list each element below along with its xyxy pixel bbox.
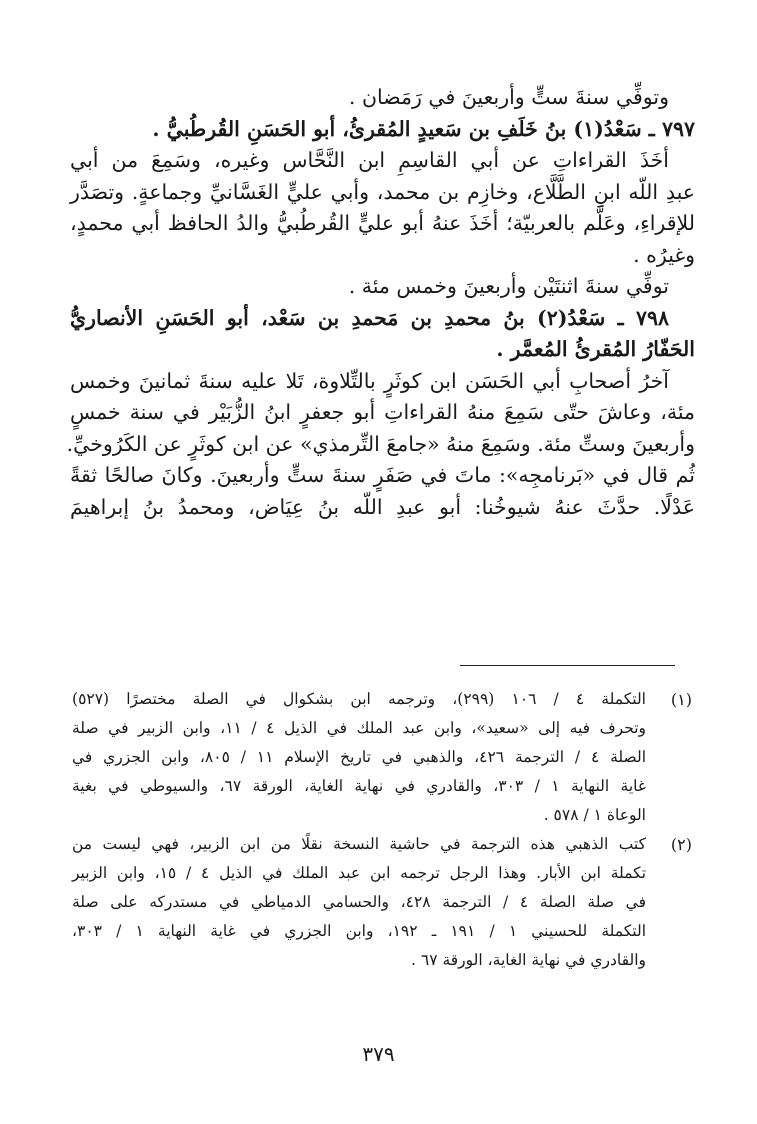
footnote-divider xyxy=(460,665,675,666)
footnote-line: التكملة ٤ / ١٠٦ (٢٩٩)، وترجمه ابن بشكوال في الصلة مختصرًا (٥٢٧) xyxy=(72,690,646,708)
footnote-line: الصلة ٤ / الترجمة ٤٢٦، والذهبي في تاريخ الإسلام ١١ / ٨٠٥، وابن الجزري في xyxy=(72,748,647,766)
text-line: آخرُ أصحابِ أبي الحَسَن ابن كوثَرٍ بالتِّلاوة، تَلا عليه سنةَ ثمانينَ وخمس xyxy=(70,368,669,393)
footnote-line: التكملة للحسيني ١ / ١٩١ ـ ١٩٢، وابن الجزري في غاية النهاية ١ / ٣٠٣، xyxy=(72,922,647,940)
footnote-line: وتحرف فيه إلى «سعيد»، وابن عبد الملك في الذيل ٤ / ١١، وابن الزبير في صلة xyxy=(72,719,647,737)
footnote-marker: (٢) xyxy=(670,835,692,854)
footnote-line: في صلة الصلة ٤ / الترجمة ٤٢٨، والحسامي الدمياطي في مستدركه على صلة xyxy=(72,893,647,911)
text-line: عَدْلًا. حدَّثَ عنهُ شيوخُنا: أبو عبدِ اللّه بنُ عِيَاض، ومحمدُ بنُ إبراهيمَ xyxy=(70,494,695,519)
entry-heading-798: ٧٩٨ ـ سَعْدُ(٢) بنُ محمدِ بن مَحمدِ بن سَعْد، أبو الحَسَنِ الأنصاريُّ xyxy=(70,305,669,330)
footnote-line: غاية النهاية ١ / ٣٠٣، والقادري في نهاية الغاية، الورقة ٦٧، والسيوطي في بغية xyxy=(72,777,646,795)
footnote-2 xyxy=(72,830,692,975)
footnote-line: والقادري في نهاية الغاية، الورقة ٦٧ . xyxy=(411,951,646,969)
text-line: للإقراءِ، وعَلَّم بالعربيّة؛ أخَذَ عنهُ أبو عليٍّ القُرطُبيُّ والدُ الحافظ أبي محمدٍ، xyxy=(70,211,695,235)
footnotes xyxy=(72,685,692,975)
text-line: مئة، وعاشَ حتّى سَمِعَ منهُ القراءاتِ أبو جعفرٍ ابنُ الزُّبَيْر في سنة خمسٍ xyxy=(70,400,695,424)
text-line: وتوفِّي سنةَ ستٍّ وأربعينَ في رَمَضان . xyxy=(348,85,669,109)
footnote-marker: (١) xyxy=(670,690,692,709)
entry-heading-798-cont: الحَفّارُ المُقرئُ المُعمَّر . xyxy=(496,337,695,361)
text-line: وغيرُه . xyxy=(633,242,695,267)
text-line: أخَذَ القراءاتِ عن أبي القاسِمِ ابن النَّحَّاس وغيره، وسَمِعَ من أبي xyxy=(70,148,669,172)
footnote-line: الوعاة ١ / ٥٧٨ . xyxy=(543,806,646,824)
footnote-1 xyxy=(72,685,692,830)
entry-heading-797: ٧٩٧ ـ سَعْدُ(١) بنُ خَلَفِ بن سَعيدٍ المُقرئُ، أبو الحَسَنِ القُرطُبيُّ . xyxy=(152,116,695,141)
footnote-line: كتب الذهبي هذه الترجمة في حاشية النسخة نقلًا من ابن الزبير، فهي ليست من xyxy=(72,835,646,853)
main-text xyxy=(66,82,695,523)
footnote-line: تكملة ابن الأبار. وهذا الرجل ترجمه ابن عبد الملك في الذيل ٤ / ١٥، وابن الزبير xyxy=(72,864,647,882)
text-line: عبدِ اللّه ابنِ الطَّلَّاع، وخازِم بن محمد، وأبي عليٍّ الغَسَّانيِّ وجماعةٍ. وتصَدَّر xyxy=(70,179,695,204)
text-line: ثُم قال في «بَرنامجِه»: ماتَ في صَفَرٍ سنةَ ستٍّ وأربعينَ. وكانَ صالحًا ثقةً xyxy=(70,463,695,487)
text-line: توفِّي سنةَ اثنتَيْن وأربعينَ وخمس مئة . xyxy=(348,274,669,298)
text-line: وأربعينَ وستِّ مئة. وسَمِعَ منهُ «جامعَ التِّرمذي» عن ابن كوثَرٍ عن الكَرُوخيِّ. xyxy=(66,431,695,456)
page-number: ٣٧٩ xyxy=(362,1042,395,1066)
